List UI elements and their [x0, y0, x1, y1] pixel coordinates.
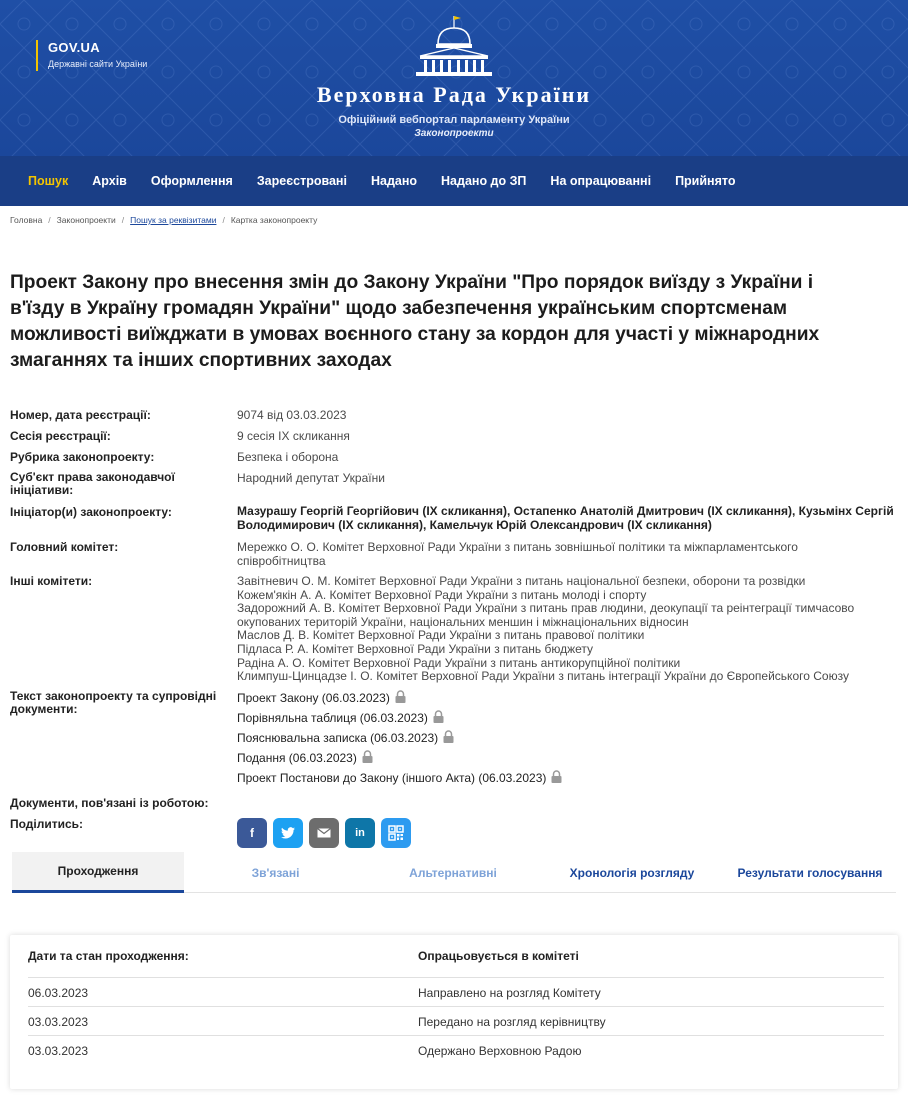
nav-item-registered[interactable]: Зареєстровані — [256, 174, 347, 188]
nav-item-archive[interactable]: Архів — [92, 174, 127, 188]
document-link[interactable]: Пояснювальна записка (06.03.2023) — [237, 731, 439, 745]
lock-icon — [551, 770, 562, 783]
site-title[interactable]: Верховна Рада України — [316, 82, 592, 107]
tab-passage[interactable]: Проходження — [12, 852, 184, 893]
site-section-label: Законопроекти — [414, 128, 494, 139]
document-link[interactable]: Порівняльна таблиця (06.03.2023) — [237, 711, 428, 725]
status-date: 06.03.2023 — [28, 986, 89, 1000]
tab-related[interactable]: Зв'язані — [251, 865, 300, 880]
email-icon — [317, 828, 331, 838]
documents-label: Текст законопроекту та супровідні документи: — [10, 689, 217, 716]
other-committees-label: Інші комітети: — [10, 574, 93, 588]
initiators-value: Мазурашу Георгій Георгійович (IX скликання), Остапенко Анатолій Дмитрович (IX скликання), Кузьмінх Сергій Володимирович (IX скликання), Камельчук Юрій Олександрович (IX скликання) — [237, 504, 894, 532]
subject-label: Суб'єкт права законодавчої ініціативи: — [10, 470, 175, 497]
tab-voting-results[interactable]: Результати голосування — [737, 865, 883, 880]
documents-list — [237, 690, 562, 790]
status-date: 03.03.2023 — [28, 1044, 89, 1058]
reg-number-value: 9074 від 03.03.2023 — [237, 408, 347, 422]
current-status-header: Опрацьовується в комітеті — [418, 949, 579, 963]
nav-item-provided-to-zp[interactable]: Надано до ЗП — [441, 174, 527, 188]
nav-item-search[interactable]: Пошук — [28, 174, 69, 188]
linkedin-icon: in — [355, 827, 365, 839]
tab-alternative[interactable]: Альтернативні — [409, 865, 497, 880]
committee-item: Підласа Р. А. Комітет Верховної Ради України з питань бюджету — [237, 641, 594, 656]
site-header — [0, 0, 908, 156]
status-text: Одержано Верховною Радою — [418, 1044, 582, 1058]
breadcrumb-current: Картка законопроекту — [230, 215, 318, 225]
facebook-icon: f — [250, 826, 254, 840]
qr-code-share-button[interactable] — [381, 818, 411, 848]
qr-code-icon — [388, 825, 404, 841]
related-docs-label: Документи, пов'язані із роботою: — [10, 796, 209, 810]
tab-review-chronology[interactable]: Хронологія розгляду — [569, 865, 695, 880]
share-label: Поділитись: — [10, 817, 84, 831]
nav-item-in-processing[interactable]: На опрацюванні — [550, 174, 652, 188]
parliament-building-icon[interactable] — [414, 14, 494, 78]
table-row — [28, 977, 884, 1006]
lock-icon — [433, 710, 444, 723]
committee-item: Маслов Д. В. Комітет Верховної Ради України з питань правової політики — [237, 628, 645, 643]
twitter-icon — [281, 827, 295, 839]
linkedin-share-button[interactable] — [345, 818, 375, 848]
rubric-value: Безпека і оборона — [237, 450, 339, 464]
lock-icon — [395, 690, 406, 703]
facebook-share-button[interactable] — [237, 818, 267, 848]
bill-title: Проект Закону про внесення змін до Закону України "Про порядок виїзду з України і в'їзду в Україну громадян України" щодо забезпечення українським спортсменам можливості виїжджати в умовах воєнного стану за кордон для участі у міжнародних змаганнях та інших спортивних заходах — [10, 272, 820, 371]
breadcrumb-bills[interactable]: Законопроекти — [56, 215, 116, 225]
committee-item: Завітневич О. М. Комітет Верховної Ради України з питань національної безпеки, оборони та розвідки — [237, 574, 806, 588]
bill-tabs — [12, 852, 896, 893]
session-label: Сесія реєстрації: — [10, 429, 111, 443]
table-row — [28, 1035, 884, 1064]
main-committee-label: Головний комітет: — [10, 540, 119, 554]
document-link[interactable]: Проект Постанови до Закону (іншого Акта) (06.03.2023) — [237, 771, 547, 785]
nav-item-provided[interactable]: Надано — [370, 174, 418, 188]
site-subtitle: Офіційний вебпортал парламенту України — [338, 114, 570, 126]
nav-item-registration[interactable]: Оформлення — [150, 174, 233, 188]
breadcrumb-search[interactable]: Пошук за реквізитами — [130, 215, 217, 225]
document-link[interactable]: Проект Закону (06.03.2023) — [237, 691, 390, 705]
subject-value: Народний депутат України — [237, 471, 385, 485]
committee-item: Климпуш-Цинцадзе І. О. Комітет Верховної Ради України з питань інтеграції України до Європейського Союзу — [237, 669, 849, 684]
breadcrumb-home[interactable]: Головна — [10, 215, 43, 225]
committee-item: Кожем'якін А. А. Комітет Верховної Ради України з питань молоді і спорту — [237, 587, 647, 602]
twitter-share-button[interactable] — [273, 818, 303, 848]
table-row — [28, 1006, 884, 1035]
passage-dates-header: Дати та стан проходження: — [28, 949, 189, 963]
lock-icon — [443, 730, 454, 743]
document-link[interactable]: Подання (06.03.2023) — [237, 751, 357, 765]
status-date: 03.03.2023 — [28, 1015, 89, 1029]
passage-status-panel — [10, 935, 898, 1089]
gov-ua-title: GOV.UA — [48, 40, 100, 55]
other-committees-list — [237, 575, 882, 684]
committee-item: Радіна А. О. Комітет Верховної Ради України з питань антикорупційної політики — [237, 655, 681, 670]
status-text: Передано на розгляд керівництву — [418, 1015, 606, 1029]
gov-ua-link[interactable] — [36, 40, 147, 71]
gov-ua-subtitle: Державні сайти України — [48, 59, 148, 69]
main-committee-value: Мережко О. О. Комітет Верховної Ради України з питань зовнішньої політики та міжпарламентського співробітництва — [237, 540, 798, 568]
nav-item-adopted[interactable]: Прийнято — [675, 174, 736, 188]
main-nav — [0, 156, 908, 206]
status-text: Направлено на розгляд Комітету — [418, 986, 601, 1000]
lock-icon — [362, 750, 373, 763]
share-buttons — [237, 818, 411, 848]
session-value: 9 сесія IX скликання — [237, 429, 350, 443]
initiators-label: Ініціатор(и) законопроекту: — [10, 505, 172, 519]
breadcrumb: Головна / Законопроекти / Пошук за реквізитами / Картка законопроекту — [10, 215, 318, 225]
committee-item: Задорожний А. В. Комітет Верховної Ради України з питань прав людини, деокупації та реінтеграції тимчасово окупованих територій України, національних меншин і міжнаціональних відносин — [237, 601, 855, 629]
email-share-button[interactable] — [309, 818, 339, 848]
rubric-label: Рубрика законопроекту: — [10, 450, 155, 464]
reg-number-label: Номер, дата реєстрації: — [10, 408, 151, 422]
